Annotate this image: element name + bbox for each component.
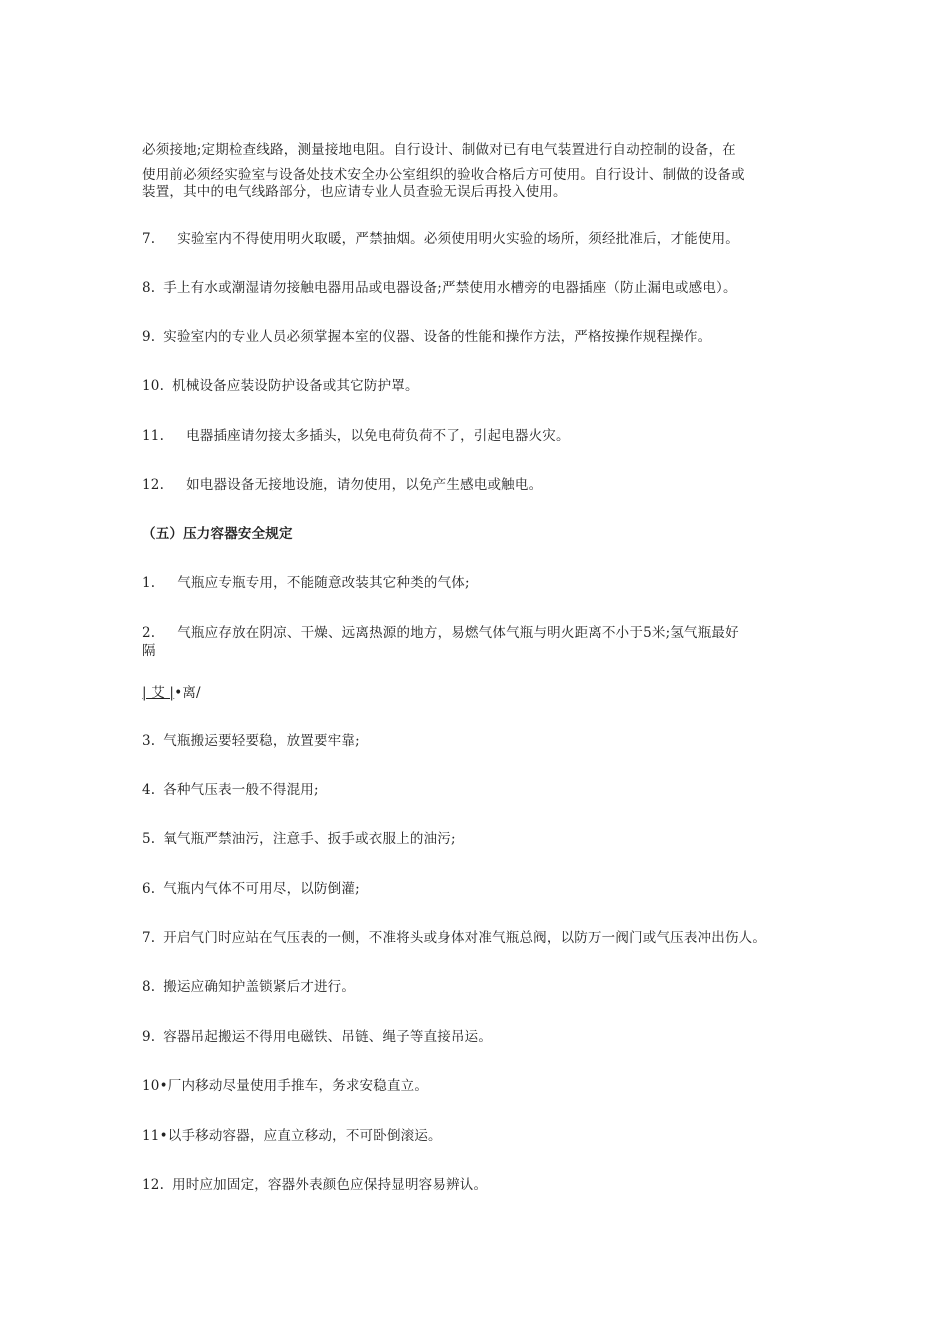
pressure-item-4 <box>142 781 319 799</box>
item-number: 11. <box>142 428 165 444</box>
item-number: 7. <box>142 231 156 247</box>
pressure-item-10 <box>142 1077 428 1095</box>
electric-item-8 <box>142 279 737 297</box>
pressure-item-9 <box>142 1028 492 1046</box>
item-text: 气瓶应专瓶专用，不能随意改装其它种类的气体; <box>177 575 470 591</box>
item-text: 搬运应确知护盖锁紧后才进行。 <box>163 979 356 995</box>
item-number: 10. <box>142 378 165 394</box>
electric-item-9 <box>142 328 711 346</box>
pressure-item-3 <box>142 732 360 750</box>
pressure-item-7 <box>142 929 766 947</box>
electric-item-7 <box>142 230 739 248</box>
item-text: 实验室内的专业人员必须掌握本室的仪器、设备的性能和操作方法，严格按操作规程操作。 <box>163 329 712 345</box>
item-text: 厂内移动尽量使用手推车，务求安稳直立。 <box>167 1078 429 1094</box>
fragment-underlined: | 艾 | <box>142 685 175 701</box>
item-number: 5. <box>142 831 156 847</box>
item-text: 以手移动容器，应直立移动，不可卧倒滚运。 <box>167 1128 442 1144</box>
electric-item-11 <box>142 427 570 445</box>
item-number: 4. <box>142 782 156 798</box>
pressure-item-5 <box>142 830 456 848</box>
item-number: 12. <box>142 477 165 493</box>
electric-item-12 <box>142 476 542 494</box>
item-number: 3. <box>142 733 156 749</box>
item-text: 实验室内不得使用明火取暖，严禁抽烟。必须使用明火实验的场所，须经批准后，才能使用。 <box>177 231 739 247</box>
intro-line-2: 使用前必须经实验室与设备处技术安全办公室组织的验收合格后方可使用。自行设计、制做的设备或 <box>142 167 745 183</box>
pressure-item-12 <box>142 1176 487 1194</box>
item-number: 8. <box>142 979 156 995</box>
pressure-item-6 <box>142 880 360 898</box>
item-text: 如电器设备无接地设施，请勿使用，以免产生感电或触电。 <box>186 477 543 493</box>
item-number: 8. <box>142 280 156 296</box>
item-number: 7. <box>142 930 156 946</box>
item-number: 12. <box>142 1177 165 1193</box>
ocr-fragment <box>142 684 201 702</box>
item-number: 1. <box>142 575 156 591</box>
pressure-item-2-continued: 隔 <box>142 643 156 659</box>
item-text: 电器插座请勿接太多插头，以免电荷负荷不了，引起电器火灾。 <box>186 428 570 444</box>
pressure-item-2 <box>142 624 739 642</box>
intro-line-1: 必须接地;定期检查线路，测量接地电阻。自行设计、制做对已有电气装置进行自动控制的设备，在 <box>142 142 736 158</box>
item-text: 气瓶应存放在阴凉、干燥、远离热源的地方，易燃气体气瓶与明火距离不小于5米;氢气瓶最好 <box>177 625 739 641</box>
item-number: 11• <box>142 1128 168 1144</box>
pressure-item-11 <box>142 1127 442 1145</box>
fragment-rest: •离/ <box>174 685 201 701</box>
item-number: 6. <box>142 881 156 897</box>
item-number: 9. <box>142 1029 156 1045</box>
item-number: 10• <box>142 1078 168 1094</box>
item-number: 2. <box>142 625 156 641</box>
item-text: 机械设备应装设防护设备或其它防护罩。 <box>172 378 419 394</box>
section-heading: （五）压力容器安全规定 <box>142 526 293 542</box>
item-text: 各种气压表一般不得混用; <box>163 782 319 798</box>
item-text: 气瓶内气体不可用尽，以防倒灌; <box>163 881 360 897</box>
item-text: 手上有水或潮湿请勿接触电器用品或电器设备;严禁使用水槽旁的电器插座（防止漏电或感电）。 <box>163 280 737 296</box>
item-text: 气瓶搬运要轻要稳，放置要牢靠; <box>163 733 360 749</box>
item-text: 氧气瓶严禁油污，注意手、扳手或衣服上的油污; <box>163 831 456 847</box>
item-number: 9. <box>142 329 156 345</box>
item-text: 容器吊起搬运不得用电磁铁、吊链、绳子等直接吊运。 <box>163 1029 493 1045</box>
electric-item-10 <box>142 377 419 395</box>
item-text: 用时应加固定，容器外表颜色应保持显明容易辨认。 <box>172 1177 488 1193</box>
pressure-item-8 <box>142 978 355 996</box>
item-text: 开启气门时应站在气压表的一侧，不准将头或身体对准气瓶总阀，以防万一阀门或气压表冲出伤人。 <box>163 930 767 946</box>
intro-line-3: 装置，其中的电气线路部分，也应请专业人员查验无误后再投入使用。 <box>142 184 567 200</box>
pressure-item-1 <box>142 574 470 592</box>
